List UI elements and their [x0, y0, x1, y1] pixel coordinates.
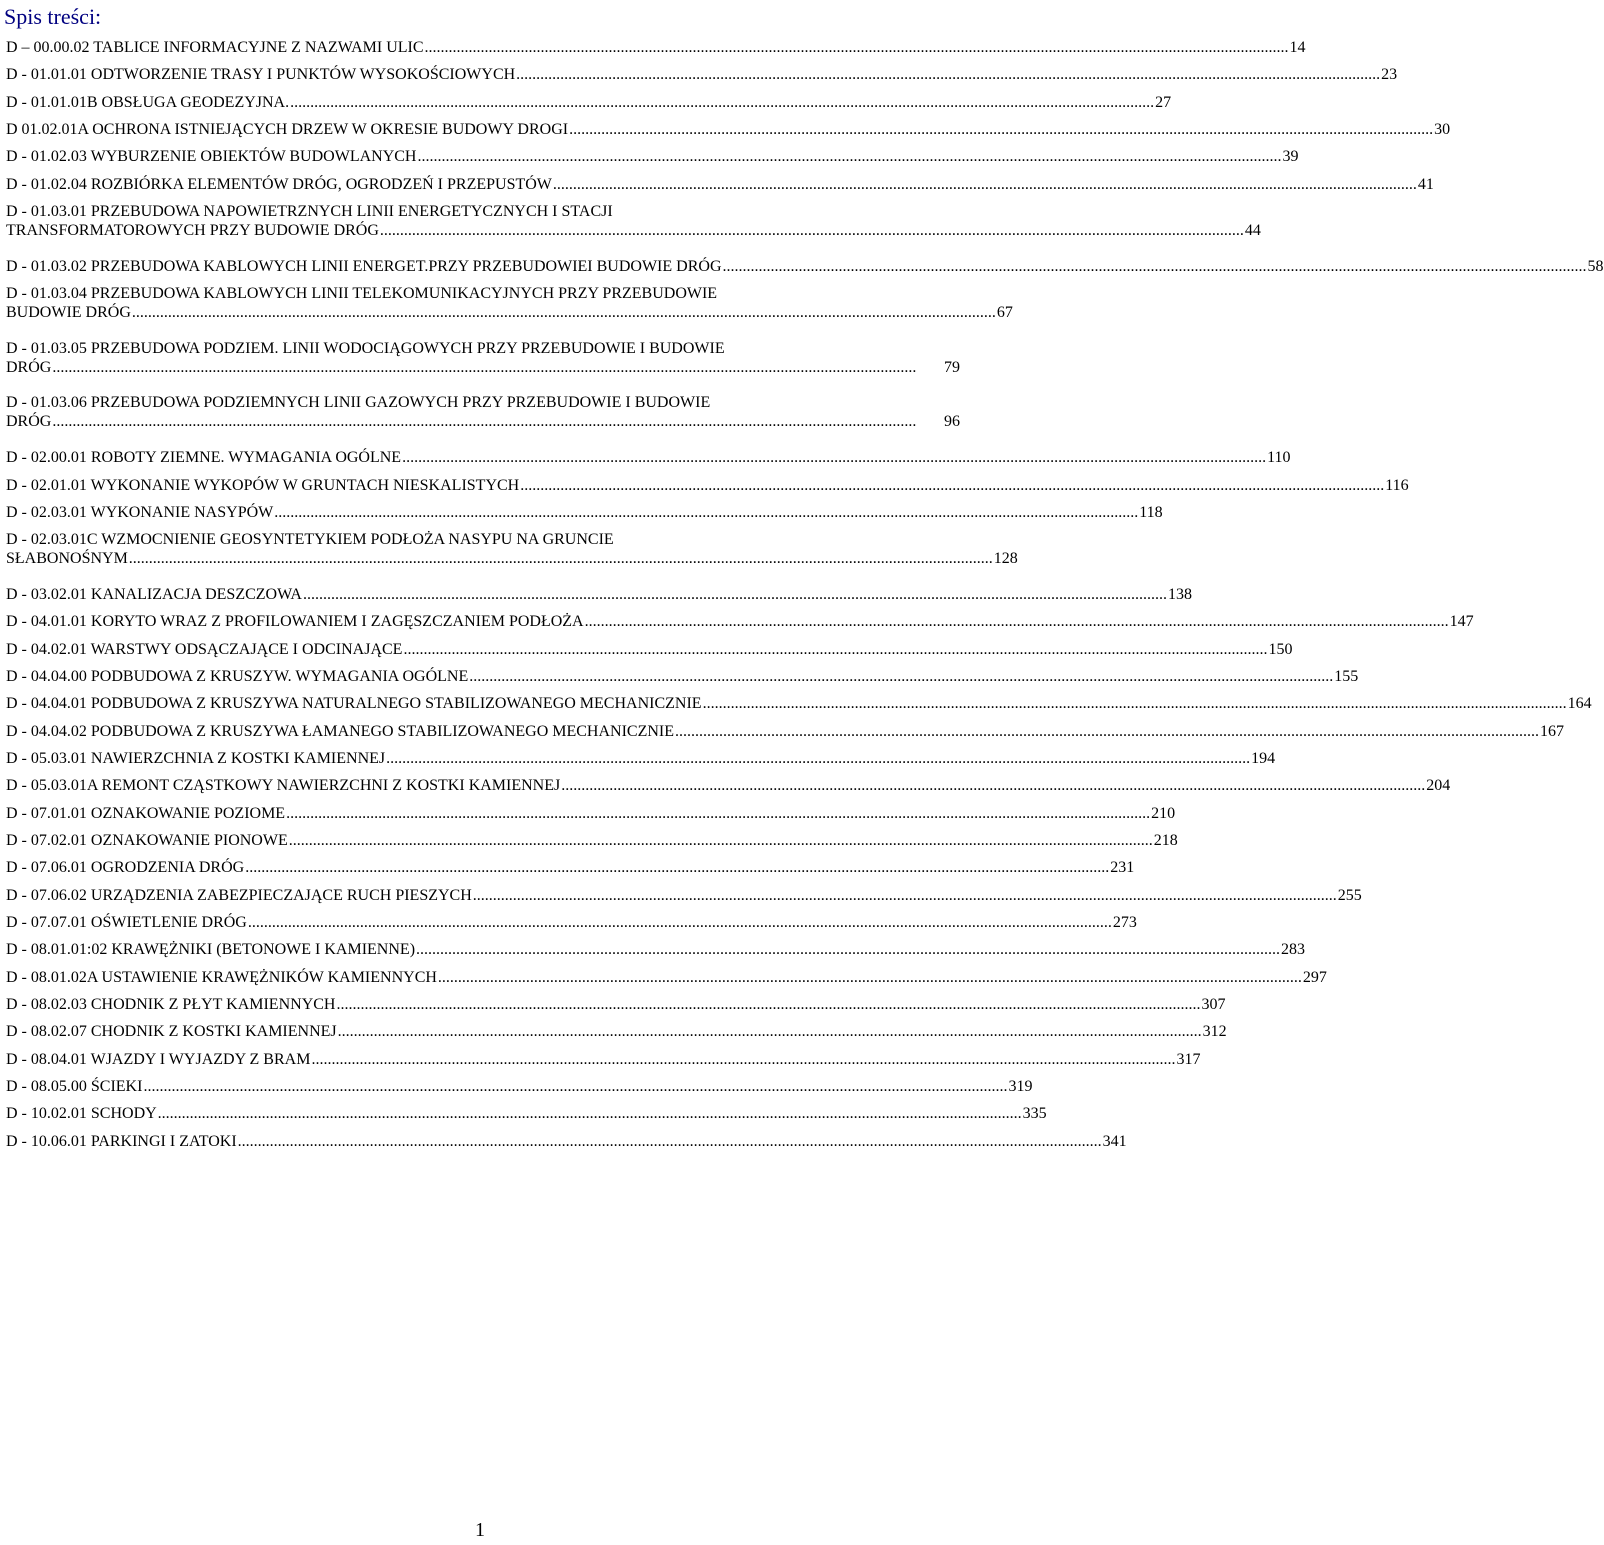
toc-entry-page: 30	[1434, 121, 1451, 139]
toc-entry-page: 210	[1151, 804, 1176, 822]
dot-leader	[311, 1050, 1175, 1069]
dot-leader	[274, 503, 1138, 522]
toc-entry-title: D - 07.07.01 OŚWIETLENIE DRÓG	[6, 914, 247, 931]
toc-entry-title: D - 08.02.07 CHODNIK Z KOSTKI KAMIENNEJ	[6, 1023, 337, 1041]
toc-entry-page: 128	[993, 550, 1018, 568]
toc-entry-page: 273	[1112, 914, 1137, 931]
toc-entry[interactable]	[6, 93, 1172, 120]
toc-entry-title: D - 04.04.01 PODBUDOWA Z KRUSZYWA NATURALNEGO STABILIZOWANEGO MECHANICZNIE	[6, 695, 702, 713]
toc-entry-title: D - 08.04.01 WJAZDY I WYJAZDY Z BRAM	[6, 1050, 311, 1068]
dot-leader	[248, 913, 1112, 932]
dot-leader	[380, 221, 1244, 240]
dot-leader	[438, 968, 1302, 987]
toc-entry[interactable]	[6, 722, 1565, 749]
toc-entry-title: D - 04.02.01 WARSTWY ODSĄCZAJĄCE I ODCINAJĄCE	[6, 640, 403, 658]
toc-entry[interactable]	[6, 886, 1362, 913]
toc-entry-page: 58	[1587, 257, 1604, 275]
page-number: 1	[475, 1519, 485, 1541]
toc-entry[interactable]	[6, 940, 1306, 967]
toc-entry-title: D - 10.02.01 SCHODY	[6, 1105, 157, 1123]
toc-entry-title: D - 08.05.00 ŚCIEKI	[6, 1078, 143, 1096]
dot-leader	[303, 585, 1167, 604]
toc-entry[interactable]	[6, 147, 1299, 174]
toc-entry-title: D 01.02.01A OCHRONA ISTNIEJĄCYCH DRZEW W OKRESIE BUDOWY DROGI	[6, 121, 569, 139]
toc-entry-page: 317	[1176, 1050, 1201, 1068]
toc-entry-page: 194	[1251, 749, 1276, 767]
toc-entry-page: 79	[944, 358, 960, 376]
toc-entry-title: D - 01.03.04 PRZEBUDOWA KABLOWYCH LINII TELEKOMUNIKACYJNYCH PRZY PRZEBUDOWIE	[6, 285, 718, 303]
toc-entry-title: DRÓG	[6, 413, 52, 431]
toc-entry[interactable]	[6, 804, 1176, 831]
toc-entry-title: D - 04.01.01 KORYTO WRAZ Z PROFILOWANIEM I ZAGĘSZCZANIEM PODŁOŻA	[6, 613, 584, 631]
dot-leader	[585, 612, 1449, 631]
dot-leader	[403, 640, 1267, 659]
dot-leader	[290, 93, 1154, 112]
dot-leader	[703, 694, 1567, 713]
toc-entry-title: D - 10.06.01 PARKINGI I ZATOKI	[6, 1132, 237, 1150]
toc-entry[interactable]	[6, 749, 1276, 776]
toc-entry-title: D - 01.03.01 PRZEBUDOWA NAPOWIETRZNYCH LINII ENERGETYCZNYCH I STACJI	[6, 203, 613, 221]
toc-entry[interactable]	[6, 1104, 1047, 1131]
toc-entry-page: 231	[1110, 859, 1135, 877]
toc-entry[interactable]	[6, 1132, 1127, 1159]
toc-entry-page: 155	[1334, 667, 1359, 685]
toc-entry-page: 335	[1022, 1105, 1047, 1123]
toc-entry[interactable]	[6, 284, 1013, 339]
toc-entry[interactable]	[6, 257, 1604, 284]
toc-entry-title: TRANSFORMATOROWYCH PRZY BUDOWIE DRÓG	[6, 222, 379, 240]
toc-entry-title: D - 01.03.06 PRZEBUDOWA PODZIEMNYCH LINII GAZOWYCH PRZY PRZEBUDOWIE I BUDOWIE	[6, 394, 711, 412]
toc-entry-page: 41	[1417, 175, 1434, 193]
toc-entry-title: DRÓG	[6, 358, 52, 376]
toc-entry-title: D - 01.02.03 WYBURZENIE OBIEKTÓW BUDOWLANYCH	[6, 148, 417, 166]
dot-leader	[561, 776, 1425, 795]
toc-entry[interactable]	[6, 640, 1293, 667]
dot-leader	[52, 412, 943, 431]
table-of-contents	[6, 38, 1604, 1159]
toc-entry[interactable]	[6, 1050, 1201, 1077]
toc-entry-title: D - 02.03.01 WYKONANIE NASYPÓW	[6, 503, 274, 521]
toc-entry-title: D - 07.06.01 OGRODZENIA DRÓG	[6, 859, 245, 877]
dot-leader	[129, 549, 993, 568]
toc-entry-title: BUDOWIE DRÓG	[6, 304, 131, 322]
toc-entry-page: 312	[1202, 1023, 1227, 1041]
toc-entry[interactable]	[6, 585, 1192, 612]
toc-entry-title: D - 04.04.00 PODBUDOWA Z KRUSZYW. WYMAGANIA OGÓLNE	[6, 667, 469, 685]
toc-entry-page: 297	[1302, 968, 1327, 986]
dot-leader	[132, 303, 996, 322]
toc-entry-page: 147	[1449, 613, 1474, 631]
toc-entry-page: 218	[1153, 831, 1178, 849]
toc-entry[interactable]	[6, 968, 1327, 995]
dot-leader	[425, 38, 1289, 57]
toc-entry-page: 27	[1155, 93, 1172, 111]
toc-entry[interactable]	[6, 393, 960, 448]
dot-leader	[52, 358, 943, 377]
toc-entry-page: 138	[1167, 585, 1192, 603]
toc-entry-page: 14	[1289, 39, 1306, 56]
toc-entry-page: 39	[1282, 148, 1299, 166]
dot-leader	[386, 749, 1250, 768]
toc-entry[interactable]	[6, 858, 1135, 885]
toc-entry-page: 167	[1540, 722, 1565, 740]
toc-entry-title: D - 05.03.01A REMONT CZĄSTKOWY NAWIERZCHNI Z KOSTKI KAMIENNEJ	[6, 777, 561, 795]
dot-leader	[520, 476, 1384, 495]
dot-leader	[286, 804, 1150, 823]
toc-entry-title: D - 08.02.03 CHODNIK Z PŁYT KAMIENNYCH	[6, 996, 336, 1014]
toc-entry-title: D - 07.01.01 OZNAKOWANIE POZIOME	[6, 804, 286, 822]
toc-entry[interactable]	[6, 831, 1178, 858]
toc-entry-title: D - 01.02.04 ROZBIÓRKA ELEMENTÓW DRÓG, OGRODZEŃ I PRZEPUSTÓW	[6, 175, 552, 193]
toc-entry-title: D - 04.04.02 PODBUDOWA Z KRUSZYWA ŁAMANEGO STABILIZOWANEGO MECHANICZNIE	[6, 722, 675, 740]
toc-entry-title: D - 05.03.01 NAWIERZCHNIA Z KOSTKI KAMIENNEJ	[6, 749, 386, 767]
toc-entry[interactable]	[6, 503, 1163, 530]
dot-leader	[723, 257, 1587, 276]
dot-leader	[469, 667, 1333, 686]
toc-entry[interactable]	[6, 476, 1409, 503]
dot-leader	[473, 886, 1337, 905]
toc-entry-title: D - 01.03.02 PRZEBUDOWA KABLOWYCH LINII ENERGET.PRZY PRZEBUDOWIEI BUDOWIE DRÓG	[6, 257, 722, 275]
toc-entry-title: D - 01.01.01B OBSŁUGA GEODEZYJNA.	[6, 93, 290, 111]
toc-entry[interactable]	[6, 530, 1018, 585]
toc-entry[interactable]	[6, 120, 1451, 147]
dot-leader	[238, 1132, 1102, 1151]
toc-entry-page: 23	[1381, 66, 1398, 84]
toc-entry[interactable]	[6, 339, 960, 394]
toc-entry-page: 96	[944, 413, 960, 431]
toc-entry-title: D - 03.02.01 KANALIZACJA DESZCZOWA	[6, 585, 302, 603]
toc-entry[interactable]	[6, 612, 1474, 639]
toc-entry[interactable]	[6, 38, 1306, 65]
dot-leader	[338, 1022, 1202, 1041]
dot-leader	[143, 1077, 1007, 1096]
dot-leader	[336, 995, 1200, 1014]
toc-entry-page: 341	[1102, 1132, 1127, 1150]
toc-entry-title: D - 08.01.02A USTAWIENIE KRAWĘŻNIKÓW KAMIENNYCH	[6, 968, 437, 986]
toc-entry-title: D - 02.03.01C WZMOCNIENIE GEOSYNTETYKIEM PODŁOŻA NASYPU NA GRUNCIE	[6, 531, 614, 549]
dot-leader	[417, 147, 1281, 166]
toc-entry-page: 283	[1281, 941, 1306, 959]
dot-leader	[569, 120, 1433, 139]
dot-leader	[158, 1104, 1022, 1123]
toc-entry-page: 255	[1337, 886, 1362, 904]
dot-leader	[416, 940, 1280, 959]
dot-leader	[553, 175, 1417, 194]
dot-leader	[675, 722, 1539, 741]
dot-leader	[516, 65, 1380, 84]
toc-entry-title: SŁABONOŚNYM	[6, 550, 128, 568]
toc-entry-page: 319	[1008, 1078, 1033, 1096]
toc-entry-page: 118	[1139, 503, 1163, 521]
toc-entry-page: 67	[996, 304, 1013, 322]
toc-entry-page: 44	[1244, 222, 1261, 240]
toc-entry[interactable]	[6, 995, 1226, 1022]
toc-heading: Spis treści:	[4, 4, 102, 29]
toc-entry-title: D - 02.01.01 WYKONANIE WYKOPÓW W GRUNTACH NIESKALISTYCH	[6, 476, 520, 494]
dot-leader	[402, 448, 1266, 467]
toc-entry-title: D - 01.03.05 PRZEBUDOWA PODZIEM. LINII WODOCIĄGOWYCH PRZY PRZEBUDOWIE I BUDOWIE	[6, 339, 725, 357]
toc-entry-page: 204	[1426, 777, 1451, 795]
toc-entry-title: D - 01.01.01 ODTWORZENIE TRASY I PUNKTÓW WYSOKOŚCIOWYCH	[6, 66, 516, 84]
dot-leader	[289, 831, 1153, 850]
toc-entry-title: D - 02.00.01 ROBOTY ZIEMNE. WYMAGANIA OGÓLNE	[6, 449, 402, 467]
toc-entry[interactable]	[6, 667, 1359, 694]
toc-entry[interactable]	[6, 65, 1398, 92]
toc-entry-page: 150	[1268, 640, 1293, 658]
toc-entry[interactable]	[6, 175, 1434, 202]
toc-entry-title: D - 07.02.01 OZNAKOWANIE PIONOWE	[6, 831, 288, 849]
toc-entry[interactable]	[6, 448, 1291, 475]
toc-entry-page: 116	[1385, 476, 1409, 494]
toc-entry-page: 110	[1267, 449, 1291, 467]
toc-entry[interactable]	[6, 776, 1451, 803]
toc-entry-page: 164	[1567, 695, 1592, 713]
toc-entry-page: 307	[1201, 996, 1226, 1014]
toc-entry[interactable]	[6, 694, 1592, 721]
dot-leader	[245, 858, 1109, 877]
toc-entry[interactable]	[6, 1077, 1033, 1104]
toc-entry[interactable]	[6, 913, 1137, 940]
toc-entry[interactable]	[6, 202, 1261, 257]
toc-entry-title: D - 07.06.02 URZĄDZENIA ZABEZPIECZAJĄCE RUCH PIESZYCH	[6, 886, 472, 904]
toc-entry-title: D - 08.01.01:02 KRAWĘŻNIKI (BETONOWE I KAMIENNE)	[6, 941, 416, 959]
toc-entry-title: D – 00.00.02 TABLICE INFORMACYJNE Z NAZWAMI ULIC	[6, 39, 424, 56]
toc-entry[interactable]	[6, 1022, 1227, 1049]
